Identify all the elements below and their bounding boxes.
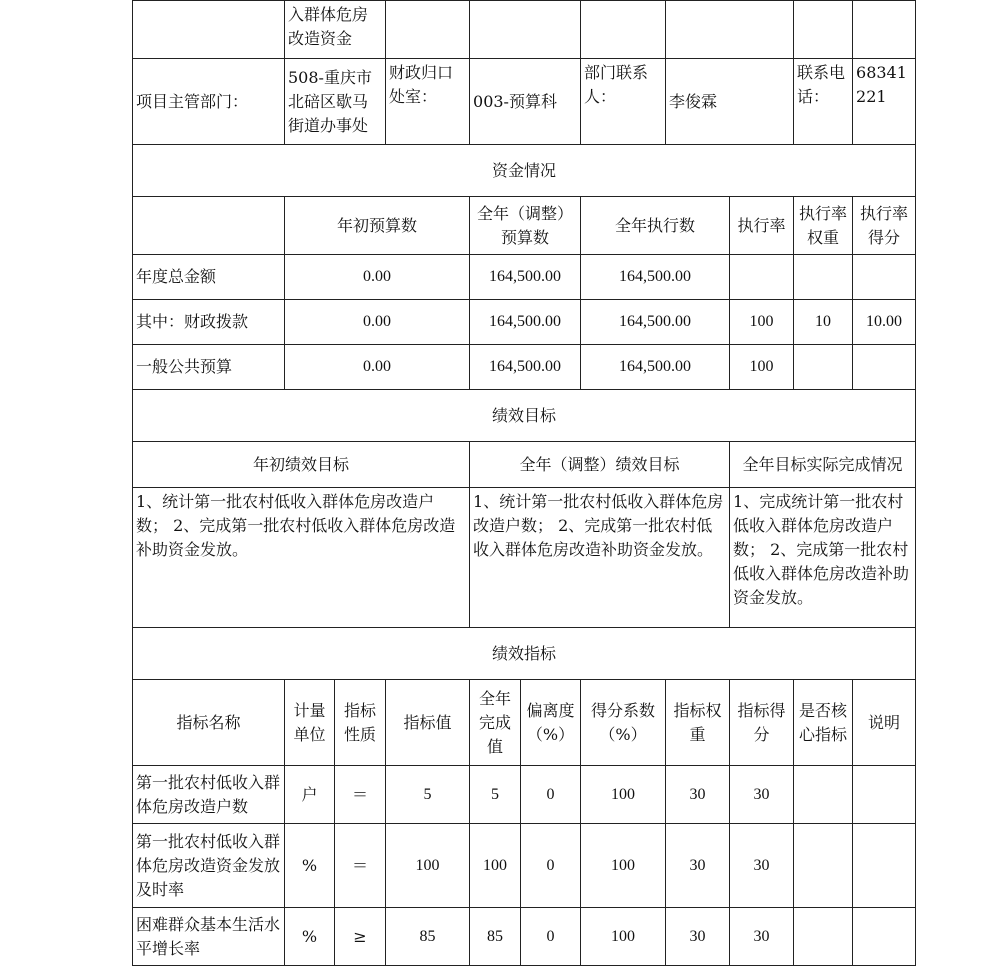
indicator-weight: 30 (666, 766, 730, 824)
indicator-coef: 100 (581, 908, 666, 966)
office-value: 003-预算科 (470, 59, 581, 145)
funds-rate: 100 (730, 300, 794, 345)
indicator-header-cell: 指标得分 (730, 680, 794, 766)
empty-cell (386, 1, 470, 59)
indicator-row (133, 766, 916, 824)
funds-score (853, 345, 916, 390)
indicator-header-cell: 指标值 (386, 680, 470, 766)
indicators-header-row (133, 680, 916, 766)
indicator-header-cell: 得分系数（%） (581, 680, 666, 766)
indicator-core (794, 766, 853, 824)
funds-rate: 100 (730, 345, 794, 390)
indicator-nature: ＝ (335, 766, 386, 824)
funds-score: 10.00 (853, 300, 916, 345)
funds-executed: 164,500.00 (581, 300, 730, 345)
goals-header-actual: 全年目标实际完成情况 (730, 442, 916, 488)
funds-weight (794, 255, 853, 300)
funds-weight: 10 (794, 300, 853, 345)
funds-row-name: 一般公共预算 (133, 345, 285, 390)
indicator-deviation: 0 (521, 766, 581, 824)
funds-row-name: 其中：财政拨款 (133, 300, 285, 345)
indicator-coef: 100 (581, 824, 666, 908)
empty-cell (470, 1, 581, 59)
indicator-weight: 30 (666, 908, 730, 966)
goals-initial-text: 1、统计第一批农村低收入群体危房改造户数； 2、完成第一批农村低收入群体危房改造补助资金发放。 (133, 488, 470, 628)
funds-row (133, 255, 916, 300)
goals-section-title: 绩效目标 (133, 390, 916, 442)
project-name-tail: 入群体危房改造资金 (285, 1, 386, 59)
goals-header-adjusted: 全年（调整）绩效目标 (470, 442, 730, 488)
indicator-header-cell: 是否核心指标 (794, 680, 853, 766)
indicator-row (133, 824, 916, 908)
funds-row (133, 300, 916, 345)
indicator-target: 100 (386, 824, 470, 908)
indicator-nature: ≥ (335, 908, 386, 966)
empty-cell (666, 1, 794, 59)
indicator-header-cell: 说明 (853, 680, 916, 766)
funds-header-cell: 执行率权重 (794, 197, 853, 255)
funds-executed: 164,500.00 (581, 345, 730, 390)
empty-cell (794, 1, 853, 59)
funds-header-cell: 执行率得分 (853, 197, 916, 255)
indicator-header-cell: 计量单位 (285, 680, 335, 766)
indicator-header-cell: 全年完成值 (470, 680, 521, 766)
funds-header-cell: 年初预算数 (285, 197, 470, 255)
phone-label: 联系电话： (794, 59, 853, 145)
indicator-header-cell: 指标性质 (335, 680, 386, 766)
funds-row (133, 345, 916, 390)
indicator-score: 30 (730, 824, 794, 908)
funds-weight (794, 345, 853, 390)
funds-adjusted: 164,500.00 (470, 255, 581, 300)
empty-cell (133, 1, 285, 59)
indicator-note (853, 908, 916, 966)
indicator-weight: 30 (666, 824, 730, 908)
indicator-unit: % (285, 908, 335, 966)
department-info-row (133, 59, 916, 145)
funds-initial: 0.00 (285, 300, 470, 345)
indicator-actual: 100 (470, 824, 521, 908)
phone-value: 68341221 (853, 59, 916, 145)
dept-value: 508-重庆市北碚区歇马街道办事处 (285, 59, 386, 145)
empty-cell (581, 1, 666, 59)
indicator-header-cell: 偏离度（%） (521, 680, 581, 766)
indicator-score: 30 (730, 908, 794, 966)
goals-content-row (133, 488, 916, 628)
indicator-name: 第一批农村低收入群体危房改造资金发放及时率 (133, 824, 285, 908)
indicator-actual: 85 (470, 908, 521, 966)
empty-cell (853, 1, 916, 59)
indicator-deviation: 0 (521, 908, 581, 966)
funds-rate (730, 255, 794, 300)
indicator-unit: % (285, 824, 335, 908)
indicator-core (794, 824, 853, 908)
indicator-note (853, 824, 916, 908)
goals-adjusted-text: 1、统计第一批农村低收入群体危房改造户数； 2、完成第一批农村低收入群体危房改造补助资金发放。 (470, 488, 730, 628)
indicator-target: 85 (386, 908, 470, 966)
indicator-nature: ＝ (335, 824, 386, 908)
indicator-name: 第一批农村低收入群体危房改造户数 (133, 766, 285, 824)
indicator-score: 30 (730, 766, 794, 824)
goals-actual-text: 1、完成统计第一批农村低收入群体危房改造户数； 2、完成第一批农村低收入群体危房改造补助资金发放。 (730, 488, 916, 628)
office-label: 财政归口处室： (386, 59, 470, 145)
funds-header-cell: 全年执行数 (581, 197, 730, 255)
indicator-core (794, 908, 853, 966)
funds-initial: 0.00 (285, 345, 470, 390)
funds-adjusted: 164,500.00 (470, 345, 581, 390)
indicator-name: 困难群众基本生活水平增长率 (133, 908, 285, 966)
indicator-coef: 100 (581, 766, 666, 824)
goals-header-row (133, 442, 916, 488)
indicator-header-cell: 指标名称 (133, 680, 285, 766)
funds-header-cell (133, 197, 285, 255)
funds-header-cell: 执行率 (730, 197, 794, 255)
funds-header-row (133, 197, 916, 255)
funds-executed: 164,500.00 (581, 255, 730, 300)
indicator-note (853, 766, 916, 824)
indicators-section-title: 绩效指标 (133, 628, 916, 680)
performance-table (132, 0, 916, 966)
indicator-header-cell: 指标权重 (666, 680, 730, 766)
indicator-unit: 户 (285, 766, 335, 824)
dept-label: 项目主管部门： (133, 59, 285, 145)
funds-initial: 0.00 (285, 255, 470, 300)
contact-value: 李俊霖 (666, 59, 794, 145)
project-name-row (133, 1, 916, 59)
contact-label: 部门联系人： (581, 59, 666, 145)
goals-header-initial: 年初绩效目标 (133, 442, 470, 488)
funds-score (853, 255, 916, 300)
funds-section-title: 资金情况 (133, 145, 916, 197)
funds-header-cell: 全年（调整）预算数 (470, 197, 581, 255)
indicator-actual: 5 (470, 766, 521, 824)
indicator-deviation: 0 (521, 824, 581, 908)
funds-adjusted: 164,500.00 (470, 300, 581, 345)
indicator-row (133, 908, 916, 966)
funds-row-name: 年度总金额 (133, 255, 285, 300)
indicator-target: 5 (386, 766, 470, 824)
